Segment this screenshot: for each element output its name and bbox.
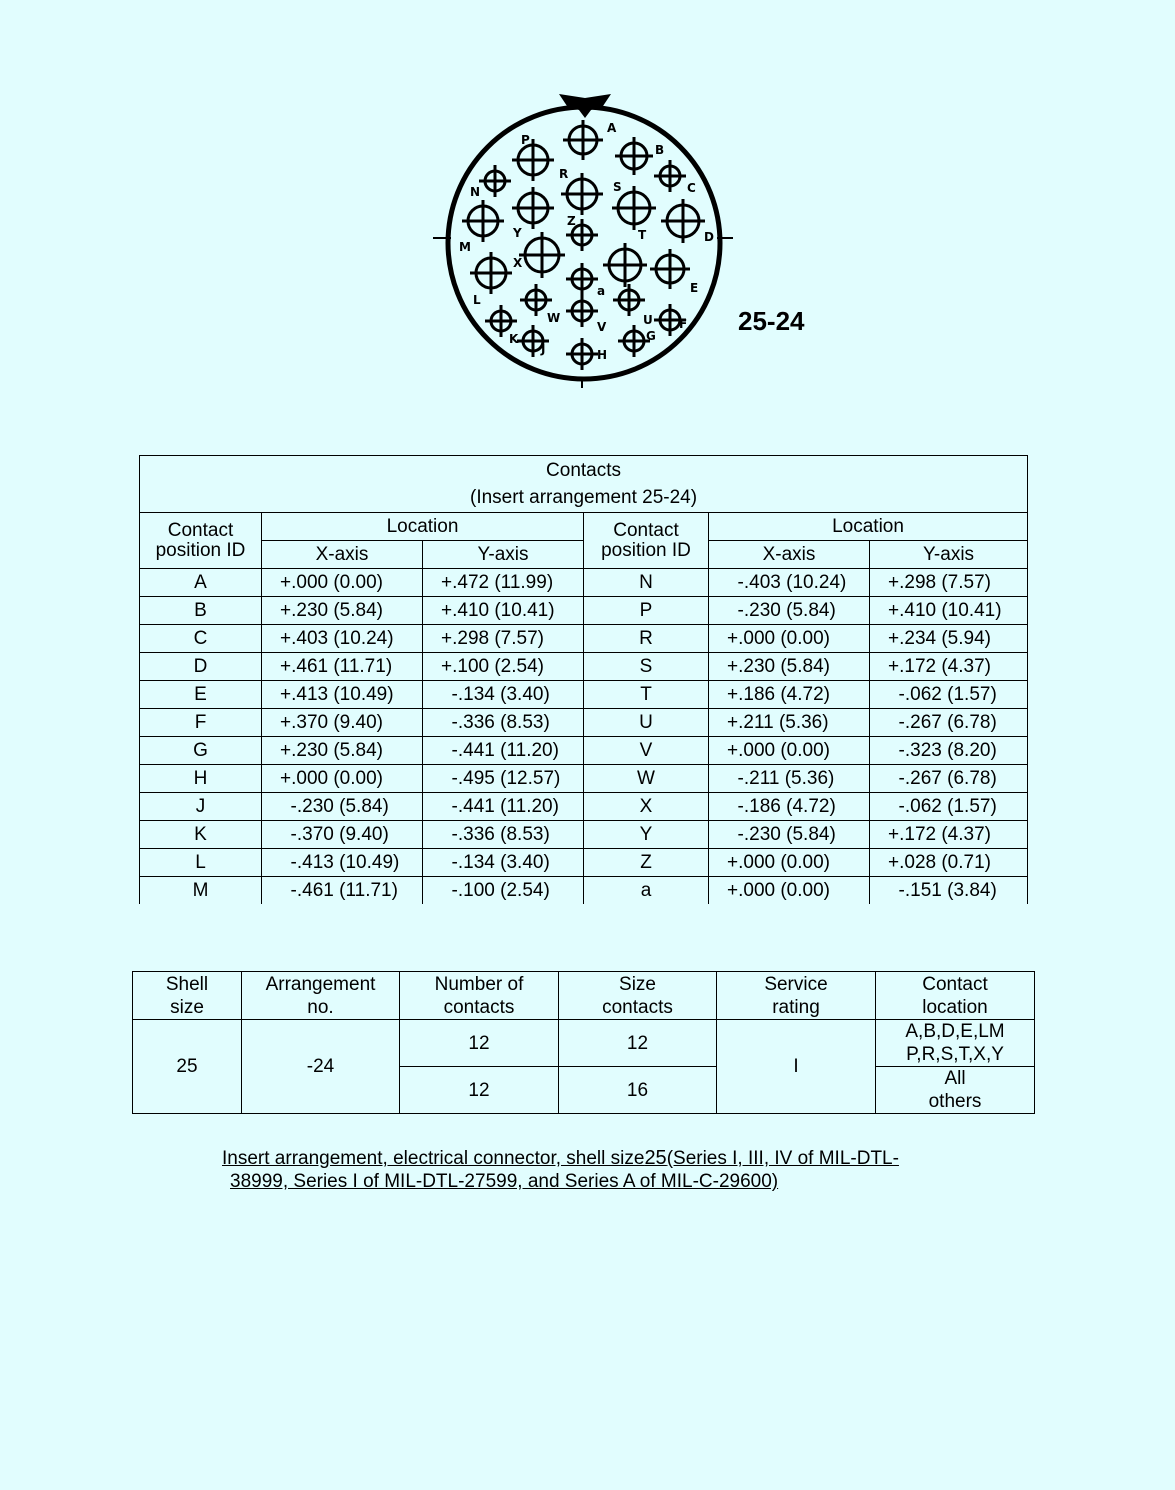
cell-position-id-left: L [140, 849, 262, 877]
cell-x-axis-right: -.230 (5.84) [709, 821, 870, 849]
header-text: Service [764, 973, 828, 995]
header-text: size [170, 996, 204, 1018]
cell-x-axis-right: +.000 (0.00) [709, 737, 870, 765]
header-x-axis: X-axis [709, 541, 870, 569]
contact-letter-label: L [473, 293, 481, 307]
header-size-contacts [559, 972, 717, 1020]
contact-letter-label: J [541, 342, 546, 356]
cell-position-id-left: F [140, 709, 262, 737]
header-shell-size [133, 972, 242, 1020]
contact-letter-label: P [521, 133, 530, 147]
header-position-id-line2: position ID [155, 539, 246, 561]
caption-part1: Insert arrangement, electrical connector, shell size [222, 1148, 645, 1169]
cell-y-axis-left: +.100 (2.54) [423, 653, 584, 681]
cell-shell-size: 25 [133, 1020, 242, 1114]
contacts-caption-subtitle: (Insert arrangement 25-24) [470, 487, 698, 508]
cell-contact-location [876, 1067, 1035, 1114]
header-text: location [922, 996, 988, 1018]
cell-x-axis-right: +.000 (0.00) [709, 625, 870, 653]
header-position-id-left [140, 513, 262, 569]
table-row [140, 821, 1028, 849]
cell-x-axis-right: +.000 (0.00) [709, 849, 870, 877]
cell-x-axis-right: -.211 (5.36) [709, 765, 870, 793]
cell-position-id-left: G [140, 737, 262, 765]
location-text: P,R,S,T,X,Y [906, 1044, 1004, 1065]
header-arrangement-no [242, 972, 400, 1020]
cell-position-id-left: K [140, 821, 262, 849]
table-row [140, 569, 1028, 597]
table-row [140, 709, 1028, 737]
cell-x-axis-left: +.000 (0.00) [262, 765, 423, 793]
location-text: others [928, 1091, 982, 1112]
header-location-right: Location [709, 513, 1028, 541]
cell-arrangement-no: -24 [242, 1020, 400, 1114]
contact-letter-label: Y [513, 226, 522, 240]
cell-position-id-right: R [584, 625, 709, 653]
shell-summary-table [132, 971, 1035, 1114]
cell-position-id-right: P [584, 597, 709, 625]
table-row [140, 737, 1028, 765]
cell-y-axis-right: +.298 (7.57) [870, 569, 1028, 597]
table-row [140, 849, 1028, 877]
contacts-caption [140, 456, 1028, 513]
caption-part2: (Series I, III, IV of MIL-DTL- [666, 1148, 899, 1169]
cell-position-id-left: M [140, 877, 262, 905]
header-text: rating [772, 996, 820, 1018]
table-row [140, 653, 1028, 681]
location-text: All [944, 1068, 966, 1089]
cell-x-axis-right: +.230 (5.84) [709, 653, 870, 681]
contact-letter-label: a [597, 284, 606, 298]
table-row [140, 765, 1028, 793]
header-position-id-line2: position ID [601, 539, 691, 561]
contacts-table [139, 455, 1028, 904]
contact-letter-label: S [613, 180, 622, 194]
header-position-id-line1: Contact [167, 519, 234, 541]
cell-position-id-left: D [140, 653, 262, 681]
cell-x-axis-left: -.230 (5.84) [262, 793, 423, 821]
cell-y-axis-left: -.336 (8.53) [423, 709, 584, 737]
cell-x-axis-right: +.186 (4.72) [709, 681, 870, 709]
table-row [140, 793, 1028, 821]
header-contact-location [876, 972, 1035, 1020]
cell-position-id-left: H [140, 765, 262, 793]
contact-letter-label: E [690, 281, 699, 295]
cell-x-axis-right: +.211 (5.36) [709, 709, 870, 737]
cell-x-axis-left: +.230 (5.84) [262, 737, 423, 765]
cell-x-axis-left: -.370 (9.40) [262, 821, 423, 849]
header-location-left: Location [262, 513, 584, 541]
contact-letter-label: A [607, 121, 617, 135]
cell-y-axis-left: -.441 (11.20) [423, 737, 584, 765]
cell-y-axis-right: -.323 (8.20) [870, 737, 1028, 765]
contacts-caption-title: Contacts [546, 460, 622, 481]
cell-number-of-contacts: 12 [400, 1067, 559, 1114]
cell-y-axis-right: -.267 (6.78) [870, 709, 1028, 737]
contact-letter-label: D [704, 230, 714, 244]
header-text: Number of [434, 973, 524, 995]
header-text: Shell [165, 973, 209, 995]
header-y-axis: Y-axis [870, 541, 1028, 569]
cell-position-id-left: C [140, 625, 262, 653]
table-row [140, 597, 1028, 625]
contact-letter-label: B [655, 143, 665, 157]
cell-x-axis-right: -.403 (10.24) [709, 569, 870, 597]
header-x-axis: X-axis [262, 541, 423, 569]
cell-x-axis-right: -.230 (5.84) [709, 597, 870, 625]
cell-x-axis-left: +.461 (11.71) [262, 653, 423, 681]
cell-x-axis-left: -.413 (10.49) [262, 849, 423, 877]
table-row [140, 681, 1028, 709]
header-service-rating [717, 972, 876, 1020]
contact-letter-label: C [687, 181, 696, 195]
contact-letter-label: H [597, 348, 608, 362]
cell-y-axis-left: -.134 (3.40) [423, 849, 584, 877]
cell-x-axis-right: +.000 (0.00) [709, 877, 870, 905]
cell-y-axis-right: +.172 (4.37) [870, 821, 1028, 849]
cell-position-id-left: A [140, 569, 262, 597]
cell-position-id-right: S [584, 653, 709, 681]
header-text: no. [307, 996, 334, 1018]
header-position-id-line1: Contact [613, 519, 679, 541]
cell-y-axis-left: -.336 (8.53) [423, 821, 584, 849]
location-text: A,B,D,E,LM [905, 1021, 1005, 1042]
connector-face-svg [425, 80, 745, 400]
cell-y-axis-left: -.495 (12.57) [423, 765, 584, 793]
cell-x-axis-left: +.000 (0.00) [262, 569, 423, 597]
cell-position-id-right: X [584, 793, 709, 821]
cell-y-axis-right: +.028 (0.71) [870, 849, 1028, 877]
cell-y-axis-left: +.298 (7.57) [423, 625, 584, 653]
header-text: Contact [922, 973, 988, 995]
cell-position-id-right: V [584, 737, 709, 765]
cell-position-id-left: J [140, 793, 262, 821]
cell-y-axis-right: -.151 (3.84) [870, 877, 1028, 905]
contact-letter-label: V [597, 320, 607, 334]
cell-y-axis-right: -.062 (1.57) [870, 793, 1028, 821]
cell-y-axis-left: +.410 (10.41) [423, 597, 584, 625]
header-text: Size [619, 973, 656, 995]
cell-position-id-right: U [584, 709, 709, 737]
header-y-axis: Y-axis [423, 541, 584, 569]
cell-y-axis-right: -.267 (6.78) [870, 765, 1028, 793]
cell-y-axis-right: -.062 (1.57) [870, 681, 1028, 709]
table-row [140, 877, 1028, 905]
cell-y-axis-left: -.134 (3.40) [423, 681, 584, 709]
cell-position-id-right: Z [584, 849, 709, 877]
cell-position-id-right: T [584, 681, 709, 709]
contact-letter-label: F [679, 317, 688, 331]
cell-x-axis-left: -.461 (11.71) [262, 877, 423, 905]
cell-x-axis-left: +.413 (10.49) [262, 681, 423, 709]
contact-letter-label: K [509, 332, 519, 346]
header-text: Arrangement [265, 973, 376, 995]
contact-letter-label: M [459, 240, 471, 254]
cell-position-id-left: B [140, 597, 262, 625]
cell-x-axis-left: +.230 (5.84) [262, 597, 423, 625]
cell-x-axis-left: +.403 (10.24) [262, 625, 423, 653]
header-position-id-right [584, 513, 709, 569]
cell-position-id-right: a [584, 877, 709, 905]
cell-position-id-left: E [140, 681, 262, 709]
cell-y-axis-right: +.234 (5.94) [870, 625, 1028, 653]
caption-line2: 38999, Series I of MIL-DTL-27599, and Series A of MIL-C-29600) [230, 1171, 779, 1192]
cell-size-contacts: 16 [559, 1067, 717, 1114]
contact-letter-label: W [547, 311, 561, 325]
cell-position-id-right: W [584, 765, 709, 793]
cell-y-axis-right: +.410 (10.41) [870, 597, 1028, 625]
cell-y-axis-right: +.172 (4.37) [870, 653, 1028, 681]
contact-letter-label: U [643, 313, 653, 327]
contact-letter-label: N [470, 185, 481, 199]
cell-y-axis-left: +.472 (11.99) [423, 569, 584, 597]
contact-letter-label: Z [567, 214, 576, 228]
insert-arrangement-diagram [425, 80, 745, 400]
cell-service-rating: I [717, 1020, 876, 1114]
cell-x-axis-left: +.370 (9.40) [262, 709, 423, 737]
cell-number-of-contacts: 12 [400, 1020, 559, 1067]
contact-letter-label: T [638, 228, 647, 242]
cell-y-axis-left: -.100 (2.54) [423, 877, 584, 905]
cell-y-axis-left: -.441 (11.20) [423, 793, 584, 821]
header-text: contacts [443, 996, 515, 1018]
header-number-of-contacts [400, 972, 559, 1020]
header-text: contacts [602, 996, 673, 1018]
caption-shell-size: 25 [644, 1147, 667, 1169]
cell-position-id-right: Y [584, 821, 709, 849]
table-row [140, 625, 1028, 653]
arrangement-label: 25-24 [738, 306, 805, 336]
cell-position-id-right: N [584, 569, 709, 597]
cell-size-contacts: 12 [559, 1020, 717, 1067]
cell-contact-location [876, 1020, 1035, 1067]
cell-x-axis-right: -.186 (4.72) [709, 793, 870, 821]
contact-letter-label: G [646, 329, 656, 343]
figure-caption [222, 1147, 962, 1193]
contact-letter-label: R [559, 167, 569, 181]
contact-letter-label: X [513, 256, 523, 270]
